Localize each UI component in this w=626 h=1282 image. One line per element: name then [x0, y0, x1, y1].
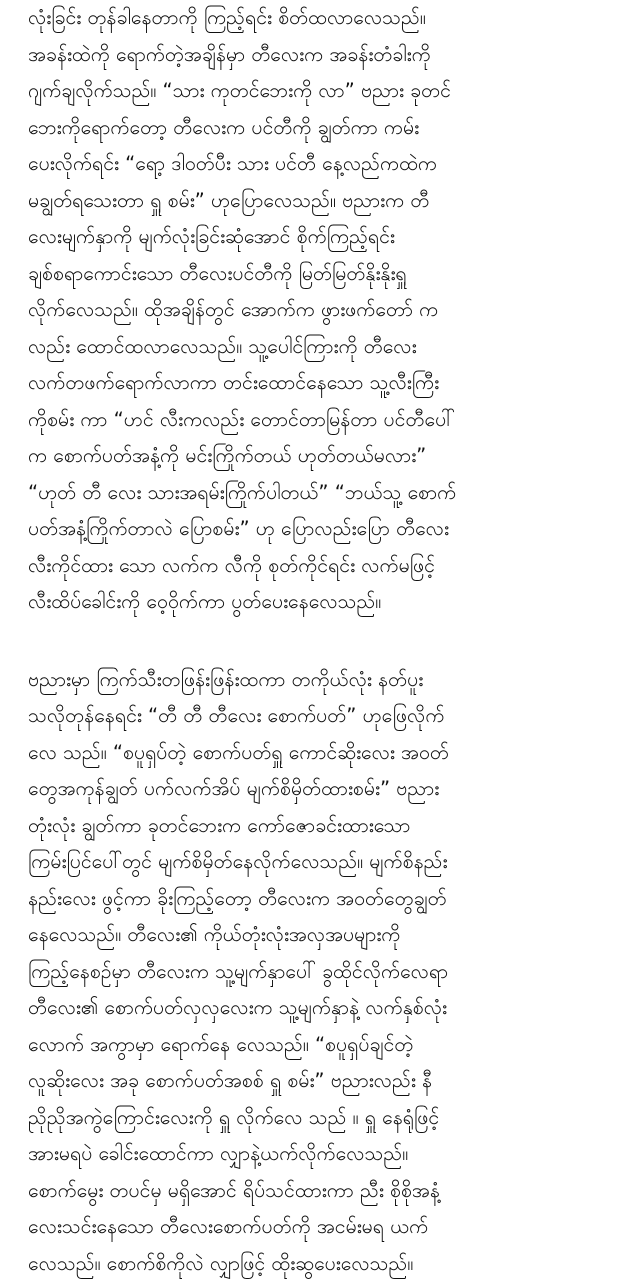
text-line: လူဆိုးလေး အခု စောက်ပတ်အစစ် ရှူ စမ်း” ဗညားလည်း နီ — [28, 1063, 602, 1100]
text-line: လေသည်။ စောက်စိကိုလဲ လျှာဖြင့် ထိုးဆွပေးလေသည်။ — [28, 1246, 602, 1282]
text-line: ဗညားမှာ ကြက်သီးတဖြန်းဖြန်းထကာ တကိုယ်လုံး နတ်ပူး — [28, 662, 602, 699]
text-line: ကြည့်နေစဉ်မှာ တီလေးက သူ့မျက်နှာပေါ် ခွထိုင်လိုက်လေရာ — [28, 954, 602, 991]
text-line: “ဟုတ် တီ လေး သားအရမ်းကြိုက်ပါတယ်” “ဘယ်သူ့ စောက် — [28, 475, 602, 512]
text-line: က စောက်ပတ်အနံ့ကို မင်းကြိုက်တယ် ဟုတ်တယ်မလား” — [28, 438, 602, 475]
text-line: တီလေး၏ စောက်ပတ်လှလှလေးက သူ့မျက်နှာနဲ့ လက်နှစ်လုံး — [28, 990, 602, 1027]
text-line: ဘေးကိုရောက်တော့ တီလေးက ပင်တီကို ချွတ်ကာ ကမ်း — [28, 110, 602, 147]
paragraph-1 — [28, 0, 602, 621]
text-line: ပေးလိုက်ရင်း “ရော့ ဒါဝတ်ပီး သား ပင်တီ နေ့လည်ကထဲက — [28, 146, 602, 183]
text-line: လိုက်လေသည်။ ထိုအချိန်တွင် အောက်က ဖွားဖက်တော် က — [28, 292, 602, 329]
paragraph-2 — [28, 662, 602, 1282]
text-line: တုံးလုံး ချွတ်ကာ ခုတင်ဘေးက ကော်ဇောခင်းထားသော — [28, 808, 602, 845]
text-line: လုံးခြင်း တုန်ခါနေတာကို ကြည့်ရင်း စိတ်ထလာလေသည်။ — [28, 0, 602, 37]
paragraph-gap — [28, 621, 602, 662]
text-line: ပတ်အနံ့ကြိုက်တာလဲ ပြောစမ်း” ဟု ပြောလည်းပြော တီလေး — [28, 511, 602, 548]
text-line: နည်းလေး ဖွင့်ကာ ခိုးကြည့်တော့ တီလေးက အဝတ်တွေချွတ် — [28, 881, 602, 918]
text-line: ညိုညိုအကွဲကြောင်းလေးကို ရှူ လိုက်လေ သည် ။ ရှူ နေရုံဖြင့် — [28, 1100, 602, 1137]
text-line: အခန်းထဲကို ရောက်တဲ့အချိန်မှာ တီလေးက အခန်းတံခါးကို — [28, 37, 602, 74]
text-line: လီးထိပ်ခေါင်းကို ဝေ့ဝိုက်ကာ ပွတ်ပေးနေလေသည်။ — [28, 584, 602, 621]
text-line: မချွတ်ရသေးတာ ရှူ စမ်း” ဟုပြောလေသည်။ ဗညားက တီ — [28, 183, 602, 220]
text-line: လီးကိုင်ထား သော လက်က လီကို စုတ်ကိုင်ရင်း လက်မဖြင့် — [28, 548, 602, 585]
text-line: လောက် အကွာမှာ ရောက်နေ လေသည်။ “စပူရှပ်ချင်တဲ့ — [28, 1027, 602, 1064]
text-line: အားမရပဲ ခေါင်းထောင်ကာ လျှာနဲ့ယက်လိုက်လေသည်။ — [28, 1136, 602, 1173]
text-line: လက်တဖက်ရောက်လာကာ တင်းထောင်နေသော သူ့လီးကြီး — [28, 365, 602, 402]
text-line: နေလေသည်။ တီလေး၏ ကိုယ်တုံးလုံးအလှအပများကို — [28, 917, 602, 954]
text-line: လေးမျက်နှာကို မျက်လုံးခြင်းဆုံအောင် စိုက်ကြည့်ရင်း — [28, 219, 602, 256]
text-line: စောက်မွေး တပင်မှ မရှိအောင် ရိပ်သင်ထားကာ ညီး စိုစိုအနံ့ — [28, 1173, 602, 1210]
text-line: ကိုစမ်း ကာ “ဟင် လီးကလည်း တောင်တာမြန်တာ ပင်တီပေါ် — [28, 402, 602, 439]
text-line: လည်း ထောင်ထလာလေသည်။ သူ့ပေါင်ကြားကို တီလေး — [28, 329, 602, 366]
text-line: သလိုတုန်နေရင်း “တီ တီ တီလေး စောက်ပတ်” ဟုဖြေလိုက် — [28, 698, 602, 735]
text-line: ဂျက်ချလိုက်သည်။ “သား ကုတင်ဘေးကို လာ” ဗညား ခုတင် — [28, 73, 602, 110]
text-line: လေ သည်။ “စပူရှပ်တဲ့ စောက်ပတ်ရှူ ကောင်ဆိုးလေး အဝတ် — [28, 735, 602, 772]
text-line: ချစ်စရာကောင်းသော တီလေးပင်တီကို မြတ်မြတ်နိုးနိုးရှူ — [28, 256, 602, 293]
text-line: တွေအကုန်ချွတ် ပက်လက်အိပ် မျက်စိမှိတ်ထားစမ်း” ဗညား — [28, 771, 602, 808]
text-line: လေးသင်းနေသော တီလေးစောက်ပတ်ကို အငမ်းမရ ယက် — [28, 1209, 602, 1246]
text-line: ကြမ်းပြင်ပေါ်တွင် မျက်စိမှိတ်နေလိုက်လေသည်။ မျက်စိနည်း — [28, 844, 602, 881]
